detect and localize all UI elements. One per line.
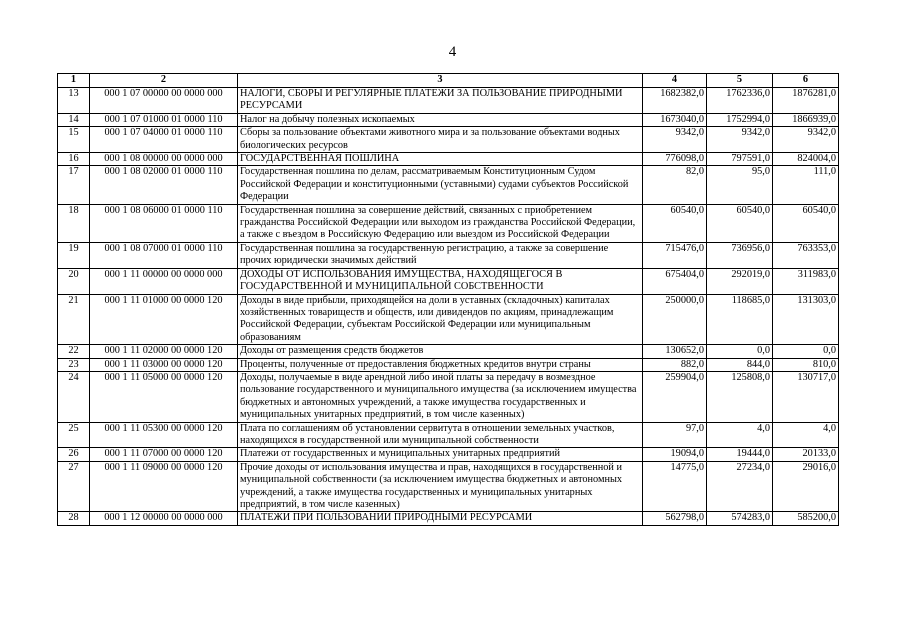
budget-code-cell: 000 1 12 00000 00 0000 000 (90, 512, 238, 525)
row-number-cell: 28 (58, 512, 90, 525)
revenue-name-cell: Государственная пошлина по делам, рассматриваемым Конституционным Судом Российской Федерации и конституционными (уставными) судами субъектов Российской Федерации (238, 166, 643, 204)
row-number-cell: 21 (58, 294, 90, 345)
table-row (58, 242, 839, 268)
row-number-cell: 23 (58, 358, 90, 371)
value-col5-cell: 60540,0 (707, 204, 773, 242)
value-col4-cell: 1673040,0 (643, 113, 707, 126)
revenue-name-cell: ДОХОДЫ ОТ ИСПОЛЬЗОВАНИЯ ИМУЩЕСТВА, НАХОДЯЩЕГОСЯ В ГОСУДАРСТВЕННОЙ И МУНИЦИПАЛЬНОЙ СОБСТВЕННОСТИ (238, 268, 643, 294)
revenue-name-cell: Доходы в виде прибыли, приходящейся на доли в уставных (складочных) капиталах хозяйственных товариществ и обществ, или дивидендов по акциям, принадлежащим Российской Федерации, субъектам Российской Федерации или муниципальным образованиям (238, 294, 643, 345)
value-col5-cell: 118685,0 (707, 294, 773, 345)
value-col5-cell: 125808,0 (707, 371, 773, 422)
value-col6-cell: 824004,0 (773, 153, 839, 166)
column-header: 3 (238, 74, 643, 88)
value-col4-cell: 14775,0 (643, 461, 707, 512)
value-col6-cell: 20133,0 (773, 448, 839, 461)
value-col4-cell: 259904,0 (643, 371, 707, 422)
value-col6-cell: 311983,0 (773, 268, 839, 294)
revenue-name-cell: НАЛОГИ, СБОРЫ И РЕГУЛЯРНЫЕ ПЛАТЕЖИ ЗА ПОЛЬЗОВАНИЕ ПРИРОДНЫМИ РЕСУРСАМИ (238, 88, 643, 114)
value-col5-cell: 27234,0 (707, 461, 773, 512)
value-col4-cell: 715476,0 (643, 242, 707, 268)
table-header-row (58, 74, 839, 88)
budget-code-cell: 000 1 08 02000 01 0000 110 (90, 166, 238, 204)
budget-code-cell: 000 1 07 00000 00 0000 000 (90, 88, 238, 114)
budget-code-cell: 000 1 11 05000 00 0000 120 (90, 371, 238, 422)
budget-code-cell: 000 1 08 00000 00 0000 000 (90, 153, 238, 166)
revenue-name-cell: Доходы от размещения средств бюджетов (238, 345, 643, 358)
value-col6-cell: 585200,0 (773, 512, 839, 525)
value-col5-cell: 1752994,0 (707, 113, 773, 126)
table-row (58, 127, 839, 153)
table-row (58, 294, 839, 345)
value-col4-cell: 776098,0 (643, 153, 707, 166)
row-number-cell: 16 (58, 153, 90, 166)
revenue-name-cell: ПЛАТЕЖИ ПРИ ПОЛЬЗОВАНИИ ПРИРОДНЫМИ РЕСУРСАМИ (238, 512, 643, 525)
value-col5-cell: 9342,0 (707, 127, 773, 153)
table-body (58, 88, 839, 526)
page-number: 4 (448, 44, 457, 60)
budget-code-cell: 000 1 07 04000 01 0000 110 (90, 127, 238, 153)
value-col5-cell: 95,0 (707, 166, 773, 204)
value-col6-cell: 29016,0 (773, 461, 839, 512)
column-header: 2 (90, 74, 238, 88)
revenue-name-cell: Проценты, полученные от предоставления бюджетных кредитов внутри страны (238, 358, 643, 371)
budget-code-cell: 000 1 11 00000 00 0000 000 (90, 268, 238, 294)
row-number-cell: 26 (58, 448, 90, 461)
value-col4-cell: 19094,0 (643, 448, 707, 461)
table-row (58, 345, 839, 358)
row-number-cell: 25 (58, 422, 90, 448)
value-col6-cell: 0,0 (773, 345, 839, 358)
revenue-name-cell: Государственная пошлина за совершение действий, связанных с приобретением гражданства Российской Федерации или выходом из гражданства Российской Федерации, а также с въездом в Российскую Федерацию или выездом из Российской Федерации (238, 204, 643, 242)
value-col5-cell: 736956,0 (707, 242, 773, 268)
value-col4-cell: 130652,0 (643, 345, 707, 358)
value-col6-cell: 763353,0 (773, 242, 839, 268)
table-row (58, 113, 839, 126)
revenue-name-cell: Доходы, получаемые в виде арендной либо иной платы за передачу в возмездное пользование государственного и муниципального имущества (за исключением имущества бюджетных и автономных учреждений, а также имущества государственных и муниципальных унитарных предприятий, в том числе казенных) (238, 371, 643, 422)
value-col4-cell: 562798,0 (643, 512, 707, 525)
value-col4-cell: 9342,0 (643, 127, 707, 153)
budget-code-cell: 000 1 11 02000 00 0000 120 (90, 345, 238, 358)
budget-code-cell: 000 1 11 03000 00 0000 120 (90, 358, 238, 371)
value-col4-cell: 1682382,0 (643, 88, 707, 114)
value-col5-cell: 0,0 (707, 345, 773, 358)
value-col5-cell: 19444,0 (707, 448, 773, 461)
budget-code-cell: 000 1 11 01000 00 0000 120 (90, 294, 238, 345)
table-row (58, 166, 839, 204)
revenue-name-cell: ГОСУДАРСТВЕННАЯ ПОШЛИНА (238, 153, 643, 166)
budget-code-cell: 000 1 07 01000 01 0000 110 (90, 113, 238, 126)
row-number-cell: 17 (58, 166, 90, 204)
value-col6-cell: 1866939,0 (773, 113, 839, 126)
column-header: 6 (773, 74, 839, 88)
column-header: 5 (707, 74, 773, 88)
table-row (58, 153, 839, 166)
value-col6-cell: 60540,0 (773, 204, 839, 242)
revenue-name-cell: Государственная пошлина за государственную регистрацию, а также за совершение прочих юридически значимых действий (238, 242, 643, 268)
row-number-cell: 19 (58, 242, 90, 268)
value-col6-cell: 111,0 (773, 166, 839, 204)
value-col5-cell: 574283,0 (707, 512, 773, 525)
value-col5-cell: 4,0 (707, 422, 773, 448)
value-col4-cell: 250000,0 (643, 294, 707, 345)
value-col4-cell: 675404,0 (643, 268, 707, 294)
budget-code-cell: 000 1 11 09000 00 0000 120 (90, 461, 238, 512)
value-col5-cell: 844,0 (707, 358, 773, 371)
table-row (58, 371, 839, 422)
value-col6-cell: 4,0 (773, 422, 839, 448)
table-row (58, 88, 839, 114)
value-col6-cell: 9342,0 (773, 127, 839, 153)
revenue-name-cell: Платежи от государственных и муниципальных унитарных предприятий (238, 448, 643, 461)
table-row (58, 448, 839, 461)
table-row (58, 512, 839, 525)
revenue-table (57, 73, 839, 526)
table-row (58, 461, 839, 512)
value-col5-cell: 292019,0 (707, 268, 773, 294)
value-col5-cell: 1762336,0 (707, 88, 773, 114)
row-number-cell: 18 (58, 204, 90, 242)
revenue-name-cell: Налог на добычу полезных ископаемых (238, 113, 643, 126)
value-col4-cell: 97,0 (643, 422, 707, 448)
value-col6-cell: 810,0 (773, 358, 839, 371)
revenue-name-cell: Плата по соглашениям об установлении сервитута в отношении земельных участков, находящихся в государственной или муниципальной собственности (238, 422, 643, 448)
row-number-cell: 20 (58, 268, 90, 294)
budget-code-cell: 000 1 11 07000 00 0000 120 (90, 448, 238, 461)
value-col6-cell: 1876281,0 (773, 88, 839, 114)
table-row (58, 204, 839, 242)
row-number-cell: 22 (58, 345, 90, 358)
row-number-cell: 13 (58, 88, 90, 114)
value-col4-cell: 60540,0 (643, 204, 707, 242)
budget-code-cell: 000 1 08 07000 01 0000 110 (90, 242, 238, 268)
row-number-cell: 15 (58, 127, 90, 153)
row-number-cell: 14 (58, 113, 90, 126)
value-col6-cell: 131303,0 (773, 294, 839, 345)
budget-code-cell: 000 1 08 06000 01 0000 110 (90, 204, 238, 242)
revenue-name-cell: Прочие доходы от использования имущества и прав, находящихся в государственной и муниципальной собственности (за исключением имущества бюджетных и автономных учреждений, а также имущества государственных и муниципальных унитарных предприятий, в том числе казенных) (238, 461, 643, 512)
value-col5-cell: 797591,0 (707, 153, 773, 166)
column-header: 1 (58, 74, 90, 88)
row-number-cell: 24 (58, 371, 90, 422)
revenue-name-cell: Сборы за пользование объектами животного мира и за пользование объектами водных биологических ресурсов (238, 127, 643, 153)
value-col4-cell: 82,0 (643, 166, 707, 204)
table-row (58, 358, 839, 371)
column-header: 4 (643, 74, 707, 88)
row-number-cell: 27 (58, 461, 90, 512)
value-col4-cell: 882,0 (643, 358, 707, 371)
value-col6-cell: 130717,0 (773, 371, 839, 422)
table-row (58, 422, 839, 448)
table-row (58, 268, 839, 294)
budget-code-cell: 000 1 11 05300 00 0000 120 (90, 422, 238, 448)
